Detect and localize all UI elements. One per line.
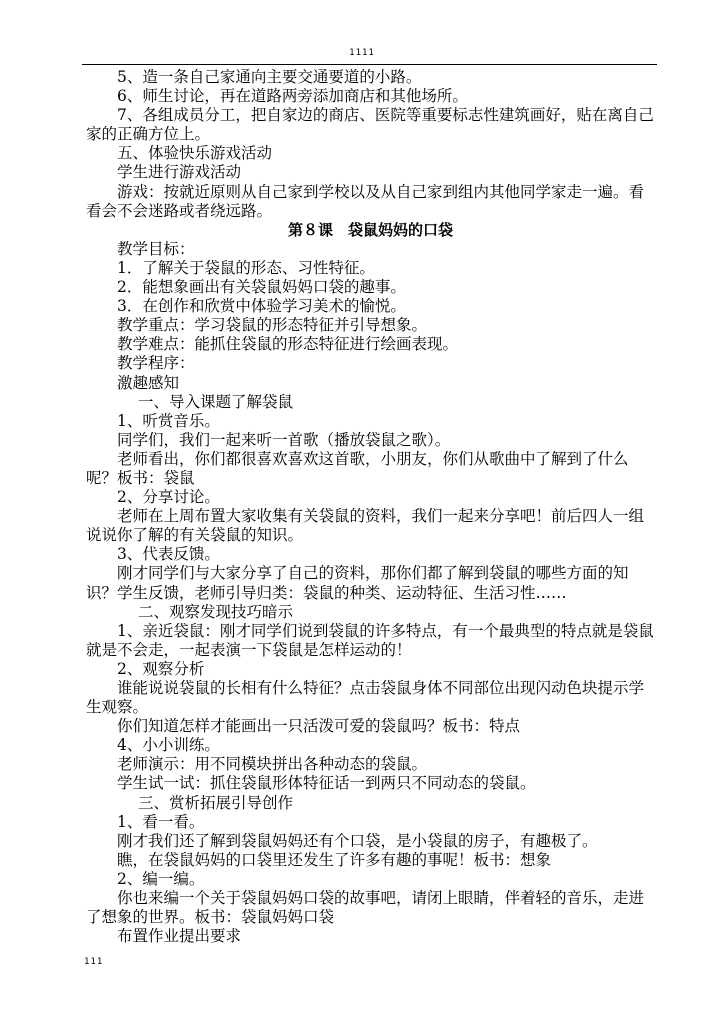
paragraph: 谁能说说袋鼠的长相有什么特征？点击袋鼠身体不同部位出现闪动色块提示学生观察。 [86, 679, 645, 717]
paragraph: 2、编一编。 [117, 869, 205, 888]
paragraph: 7、各组成员分工，把自家边的商店、医院等重要标志性建筑画好，贴在离自己家的正确方位上。 [86, 106, 654, 144]
paragraph: 老师看出，你们都很喜欢喜欢这首歌，小朋友，你们从歌曲中了解到了什么呢？板书：袋鼠 [86, 449, 629, 487]
paragraph: 4、小小训练。 [117, 736, 220, 755]
section-heading: 二、观察发现技巧暗示 [138, 602, 294, 621]
paragraph: 1、听赏音乐。 [117, 411, 220, 430]
page-header: 1111 [349, 48, 375, 58]
paragraph: 学生试一试：抓住袋鼠形体特征话一到两只不同动态的袋鼠。 [117, 774, 536, 793]
paragraph: 教学程序： [117, 354, 195, 373]
paragraph: 老师在上周布置大家收集有关袋鼠的资料，我们一起来分享吧！前后四人一组说说你了解的有关袋鼠的知识。 [86, 507, 645, 545]
paragraph: 刚才我们还了解到袋鼠妈妈还有个口袋，是小袋鼠的房子，有趣极了。 [117, 831, 598, 850]
paragraph: 1、看一看。 [117, 812, 205, 831]
paragraph: 学生进行游戏活动 [117, 163, 242, 182]
paragraph: 教学重点：学习袋鼠的形态特征并引导想象。 [117, 316, 428, 335]
paragraph: 5、造一条自己家通向主要交通要道的小路。 [117, 68, 422, 86]
paragraph: 1、亲近袋鼠：刚才同学们说到袋鼠的许多特点，有一个最典型的特点就是袋鼠就是不会走，一起表演一下袋鼠是怎样运动的！ [86, 621, 654, 659]
paragraph: 同学们，我们一起来听一首歌（播放袋鼠之歌）。 [117, 430, 451, 449]
paragraph: 游戏：按就近原则从自己家到学校以及从自己家到组内其他同学家走一遍。看看会不会迷路或者绕远路。 [86, 182, 645, 220]
section-heading: 五、体验快乐游戏活动 [117, 144, 273, 163]
paragraph: 布置作业提出要求 [117, 927, 242, 946]
paragraph: 老师演示：用不同模块拼出各种动态的袋鼠。 [117, 755, 428, 774]
section-heading: 一、导入课题了解袋鼠 [138, 392, 294, 411]
paragraph: 3．在创作和欣赏中体验学习美术的愉悦。 [117, 297, 406, 316]
paragraph: 2．能想象画出有关袋鼠妈妈口袋的趣事。 [117, 278, 406, 297]
paragraph: 刚才同学们与大家分享了自己的资料，那你们都了解到袋鼠的哪些方面的知识？学生反馈，老师引导归类：袋鼠的种类、运动特征、生活习性…… [86, 564, 629, 602]
paragraph: 教学难点：能抓住袋鼠的形态特征进行绘画表现。 [117, 335, 459, 354]
paragraph: 激趣感知 [117, 373, 180, 392]
paragraph: 6、师生讨论，再在道路两旁添加商店和其他场所。 [117, 87, 468, 106]
section-heading: 三、赏析拓展引导创作 [138, 793, 294, 812]
paragraph: 2、观察分析 [117, 659, 205, 678]
paragraph: 1．了解关于袋鼠的形态、习性特征。 [117, 258, 375, 277]
paragraph: 教学目标： [117, 239, 195, 258]
paragraph: 3、代表反馈。 [117, 545, 220, 564]
lesson-title: 第８课 袋鼠妈妈的口袋 [287, 220, 453, 239]
document-body [86, 68, 655, 946]
header-rule [82, 64, 657, 65]
paragraph: 你们知道怎样才能画出一只活泼可爱的袋鼠吗？板书：特点 [117, 717, 521, 736]
paragraph: 瞧，在袋鼠妈妈的口袋里还发生了许多有趣的事呢！板书：想象 [117, 850, 552, 869]
paragraph: 2、分享讨论。 [117, 488, 220, 507]
paragraph: 你也来编一个关于袋鼠妈妈口袋的故事吧，请闭上眼睛，伴着轻的音乐，走进了想象的世界。板书：袋鼠妈妈口袋 [86, 889, 645, 927]
page-footer: 111 [84, 957, 104, 967]
